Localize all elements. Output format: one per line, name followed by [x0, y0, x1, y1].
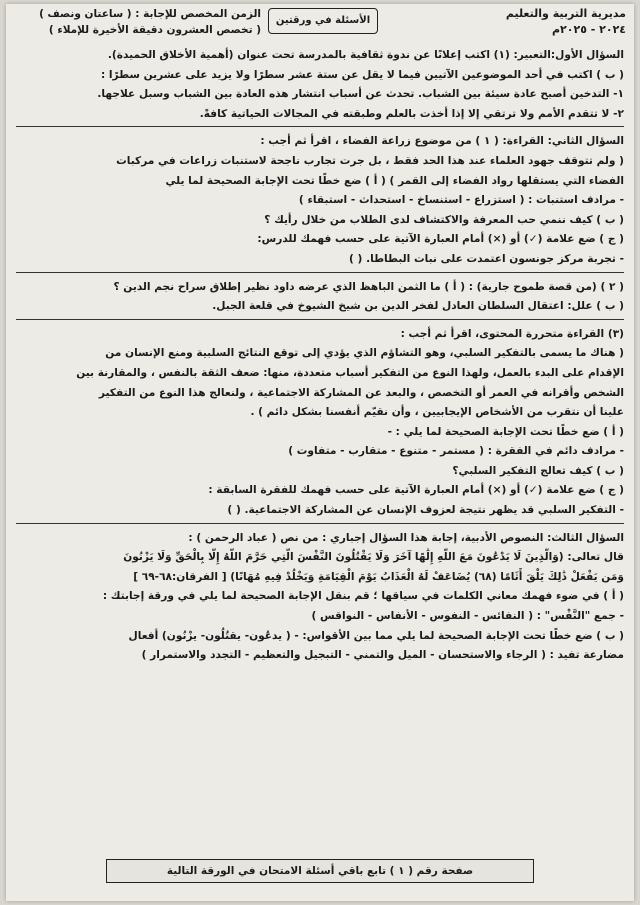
q2-synonym-choice: - مرادف استنبات : ( استزراع - استنساخ - استحداث - استبقاء ): [298, 194, 624, 207]
exam-content: [16, 46, 624, 666]
q2-part3-passage-2: الإقدام على البدء بالعمل، ولهذا النوع من التفكير أسباب متعددة، منها: ضعف الثقة بالنفس ، والمقارنة بين: [76, 366, 624, 379]
q2-part3-passage-1: ( هناك ما يسمى بالتفكير السلبي، وهو التشاؤم الذي يؤدي إلى توقع النتائج السلبية ومنع الإنسان من: [105, 347, 624, 360]
q2-c-instruction: ( ج ) ضع علامة (✓) أو (×) أمام العبارة الآتية على حسب فهمك للدرس:: [257, 233, 624, 246]
directorate-name: مديرية التربية والتعليم: [505, 7, 626, 20]
q2-heading: السؤال الثاني: القراءة: ( ١ ) من موضوع زراعة الفضاء ، اقرأ ثم أجب :: [260, 135, 624, 148]
q2-part3-b: ( ب ) كيف تعالج التفكير السلبي؟: [452, 464, 624, 477]
q3-b-instruction: ( ب ) ضع خطًا تحت الإجابة الصحيحة لما يلي مما بين الأقواس: - ( يدعُون- يقتُلُون- يزْنُون) أفعال: [128, 629, 624, 642]
header-left: [16, 6, 261, 38]
exam-header: [6, 6, 634, 42]
dictation-note: ( تخصص العشرون دقيقة الأخيرة للإملاء ): [48, 24, 261, 36]
q1-heading: السؤال الأول:التعبير: (١) اكتب إعلانًا عن ندوة ثقافية بالمدرسة تحت عنوان (أهمية الأخلاق الحميدة).: [107, 49, 624, 61]
exam-time: الزمن المخصص للإجابة : ( ساعتان ونصف ): [39, 8, 261, 20]
q3-a-instruction: ( أ ) في ضوء فهمك معاني الكلمات في سياقها ؛ قم بنقل الإجابة الصحيحة لما يلي في ورقة إجابتك :: [102, 590, 624, 603]
q2-b-question: ( ب ) كيف ننمي حب المعرفة والاكتشاف لدى الطلاب من خلال رأيك ؟: [264, 213, 624, 226]
q2-part3-a: ( أ ) ضع خطًا تحت الإجابة الصحيحة لما يلي : -: [387, 425, 624, 438]
q2-part3-c-instruction: ( ج ) ضع علامة (✓) أو (×) أمام العبارة الآتية على حسب فهمك للفقرة السابقة :: [208, 484, 624, 497]
header-right: [506, 6, 626, 38]
q2-part3-passage-4: علينا أن نتقرب من الأشخاص الإيجابيين ، وأن نقيّم أنفسنا بشكل دائم ) .: [250, 406, 624, 419]
q1-topic-2: ٢- لا تتقدم الأمم ولا ترتقي إلا إذا أخذت بالعلم وطبقته في المجالات الحياتية كافةً.: [199, 107, 624, 120]
q2-part2-question: ( ٢ ) (من قصة طموح جارية) : ( أ ) ما الثمن الباهظ الذي عرضه داود نظير إطلاق سراح نجم الدين ؟: [113, 280, 624, 293]
q2-part2-b: ( ب ) علل: اعتقال السلطان العادل لفخر الدين بن شيخ الشيوخ في قلعة الجبل.: [212, 300, 624, 313]
q2-part3-synonym-choice: - مرادف دائم في الفقرة : ( مستمر - متنوع - متقارب - متفاوت ): [288, 445, 624, 458]
q3-verse-line-2: وَمَن يَفْعَلْ ذَٰلِكَ يَلْقَ أَثَامًا (٦٨) يُضَاعَفْ لَهُ الْعَذَابُ يَوْمَ الْقِيَامَةِ وَيَخْلُدْ فِيهِ مُهَانًا) [ الفرقان:٦٨-٦٩ ]: [133, 570, 624, 583]
q2-passage-line-2: الفضاء التي يستقلها رواد الفضاء إلى القمر ) ( أ ) ضع خطًا تحت الإجابة الصحيحة لما يلي: [165, 174, 624, 187]
q2-part3-passage-3: الشخص وأقرانه في العمر أو التخصص ، والبعد عن المشاركة الاجتماعية ، ولنعالج هذا النوع من التفكير: [98, 386, 624, 399]
divider: [16, 523, 624, 526]
divider: [16, 126, 624, 129]
divider: [16, 272, 624, 275]
q2-part3-heading: (٣) القراءة متحررة المحتوى، اقرأ ثم أجب :: [400, 327, 624, 340]
q1-topic-1: ١- التدخين أصبح عادة سيئة بين الشباب. تحدث عن أسباب انتشار هذه العادة بين الشباب وسبل علاجها.: [97, 88, 624, 101]
pages-note-box: الأسئلة في ورقتين: [268, 8, 378, 34]
exam-paper: [6, 4, 634, 901]
q3-heading: السؤال الثالث: النصوص الأدبية، إجابة هذا السؤال إجباري : من نص ( عباد الرحمن ) :: [188, 531, 624, 544]
divider: [16, 319, 624, 322]
q2-passage-line-1: ( ولم تتوقف جهود العلماء عند هذا الحد فقط ، بل جرت تجارب ناجحة لاستنبات زراعات في مركبات: [116, 154, 624, 167]
q3-a-choice: - جمع "النَّفْس" : ( النفائس - النفوس - الأنفاس - النواقس ): [311, 610, 624, 623]
q3-verse-line-1: قال تعالى: (وَالَّذِينَ لَا يَدْعُونَ مَعَ اللَّهِ إِلَٰهًا آخَرَ وَلَا يَقْتُلُونَ النَّفْسَ الَّتِي حَرَّمَ اللَّهُ إِلَّا بِالْحَقِّ وَلَا يَزْنُونَ: [123, 551, 624, 564]
q3-b-choices: مضارعة تفيد : ( الرجاء والاستحسان - الميل والتمني - التبجيل والتعظيم - التجدد والاستمرار ): [141, 649, 624, 662]
academic-year: ٢٠٢٤ - ٢٠٢٥م: [551, 23, 626, 36]
page-footer: صفحة رقم ( ١ ) تابع باقي أسئلة الامتحان في الورقة التالية: [106, 859, 534, 883]
q2-part3-c-statement: - التفكير السلبي قد يظهر نتيجة لعزوف الإنسان عن المشاركة الاجتماعية. ( ): [227, 504, 624, 517]
q2-c-statement: - تجربة مركز جونسون اعتمدت على نبات البطاطا. ( ): [349, 252, 624, 265]
q1-b-instruction: ( ب ) اكتب في أحد الموضوعين الآتيين فيما لا يقل عن ستة عشر سطرًا ولا يزيد على عشرين سطرًا :: [101, 68, 624, 81]
